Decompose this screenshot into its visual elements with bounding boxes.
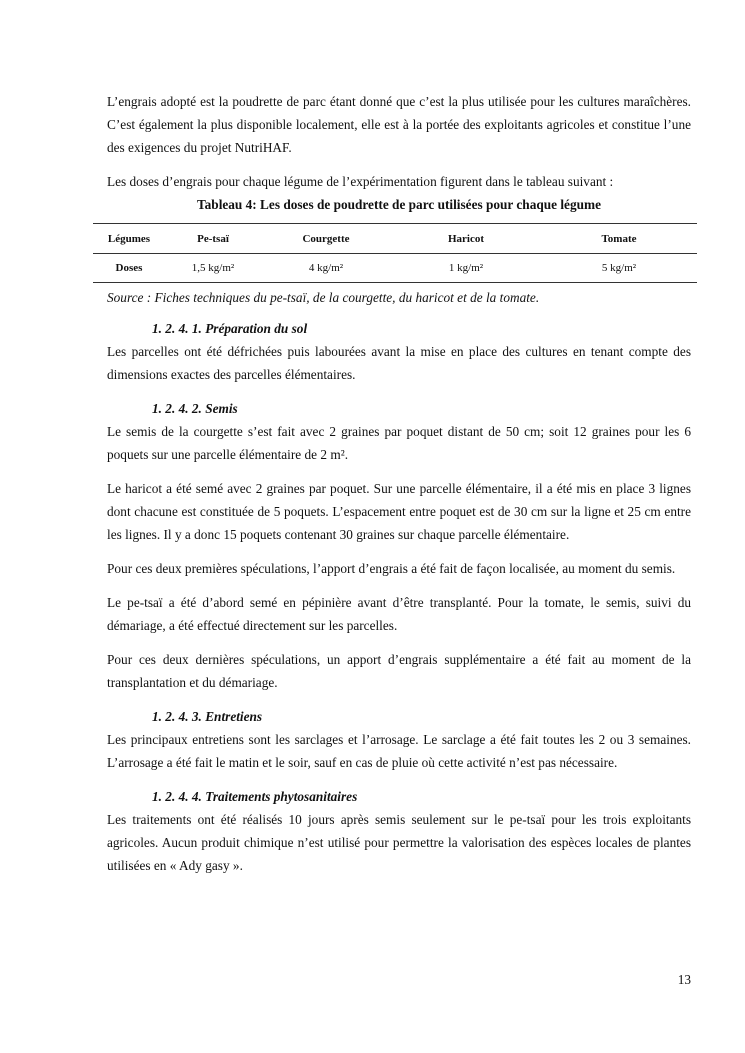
section-paragraph: Le semis de la courgette s’est fait avec 2 graines par poquet distant de 50 cm; soit 12 graines pour les 6 poquets sur une parcelle élémentaire de 2 m².: [107, 424, 691, 462]
document-page: [107, 90, 691, 877]
section-paragraph: Pour ces deux premières spéculations, l’apport d’engrais a été fait de façon localisée, au moment du semis.: [107, 561, 676, 576]
table-row: [93, 254, 697, 283]
section-paragraph: Pour ces deux dernières spéculations, un apport d’engrais supplémentaire a été fait au moment de la transplantation et du démariage.: [107, 652, 691, 690]
table-source: Source : Fiches techniques du pe-tsaï, de la courgette, du haricot et de la tomate.: [107, 290, 540, 305]
section-title-traitements-phytosanitaires: 1. 2. 4. 4. Traitements phytosanitaires: [152, 789, 358, 804]
table-intro-paragraph: Les doses d’engrais pour chaque légume de l’expérimentation figurent dans le tableau suivant :: [107, 174, 614, 189]
header-tomate: Tomate: [601, 232, 637, 245]
section-title-preparation-sol: 1. 2. 4. 1. Préparation du sol: [152, 321, 308, 336]
table-caption: Tableau 4: Les doses de poudrette de parc utilisées pour chaque légume: [197, 197, 601, 212]
cell-courgette-dose: 4 kg/m²: [308, 262, 344, 274]
cell-tomate-dose: 5 kg/m²: [601, 262, 637, 274]
header-haricot: Haricot: [447, 232, 485, 245]
section-paragraph: Les parcelles ont été défrichées puis labourées avant la mise en place des cultures en tenant compte des dimensions exactes des parcelles élémentaires.: [107, 344, 691, 382]
intro-paragraph: L’engrais adopté est la poudrette de parc étant donné que c’est la plus utilisée pour les cultures maraîchères. C’est également la plus disponible localement, elle est à la portée des exploitants agricoles et constitue l’une des exigences du projet NutriHAF.: [107, 94, 691, 155]
header-pe-tsai: Pe-tsaï: [197, 232, 229, 245]
header-legumes: Légumes: [107, 232, 151, 245]
section-paragraph: Le haricot a été semé avec 2 graines par poquet. Sur une parcelle élémentaire, il a été mis en place 3 lignes dont chacune est constituée de 5 poquets. L’espacement entre poquet est de 30 cm sur la ligne et 25 cm entre les lignes. Il y a donc 15 poquets contenant 30 graines sur chaque parcelle élémentaire.: [107, 481, 691, 542]
section-title-semis: 1. 2. 4. 2. Semis: [152, 401, 238, 416]
page-number: 13: [677, 972, 691, 987]
table-header-row: [93, 224, 697, 254]
cell-doses-label: Doses: [115, 262, 143, 274]
section-paragraph: Les principaux entretiens sont les sarclages et l’arrosage. Le sarclage a été fait toutes les 2 ou 3 semaines. L’arrosage a été fait le matin et le soir, sauf en cas de pluie où cette activité n’est pas nécessaire.: [107, 732, 691, 770]
section-paragraph: Le pe-tsaï a été d’abord semé en pépinière avant d’être transplanté. Pour la tomate, le semis, suivi du démariage, a été effectué directement sur les parcelles.: [107, 595, 691, 633]
section-paragraph: Les traitements ont été réalisés 10 jours après semis seulement sur le pe-tsaï pour les trois exploitants agricoles. Aucun produit chimique n’est utilisé pour permettre la valorisation des espèces locales de plantes utilisées en « Ady gasy ».: [107, 812, 691, 873]
header-courgette: Courgette: [302, 232, 350, 245]
cell-pe-tsai-dose: 1,5 kg/m²: [191, 262, 235, 274]
section-title-entretiens: 1. 2. 4. 3. Entretiens: [152, 709, 263, 724]
cell-haricot-dose: 1 kg/m²: [448, 262, 484, 274]
doses-table: [93, 223, 697, 283]
